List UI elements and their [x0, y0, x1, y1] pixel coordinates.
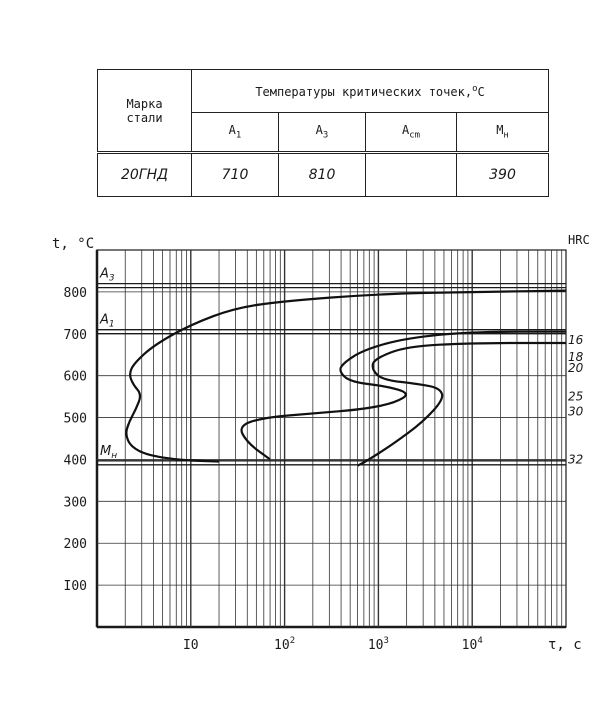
critical-label-a3: $A_3$	[100, 266, 115, 284]
y-tick-label: 200	[63, 537, 87, 553]
x-tick-exponent: 4	[477, 636, 483, 646]
critical-label-a1: $A_1$	[100, 312, 115, 330]
y-tick-label: 800	[63, 285, 87, 301]
critical-label-sub: 3	[108, 273, 115, 284]
y-tick-label: 600	[63, 369, 87, 385]
critical-label-sub: н	[111, 450, 118, 461]
x-tick-exponent: 2	[289, 636, 296, 646]
hrc-value: 20	[568, 361, 584, 376]
col-mn-sub: н	[503, 130, 509, 141]
steel-grade-value: 20ГНД	[98, 153, 192, 197]
col-mn-base: M	[496, 123, 504, 138]
plot-frame	[97, 250, 566, 627]
y-tick-label: 300	[63, 495, 87, 511]
col-a1-base: A	[228, 123, 236, 138]
col-a3-sub: 3	[322, 130, 329, 141]
hrc-value: 18	[568, 349, 584, 364]
steel-grade-header: Марка стали	[98, 70, 192, 153]
hrc-value: 16	[568, 333, 584, 348]
mn-value: 390	[457, 153, 549, 197]
y-tick-label: 700	[63, 327, 87, 343]
hrc-value: 32	[568, 452, 584, 467]
y-tick-label: 500	[63, 411, 87, 427]
a1-value: 710	[192, 153, 279, 197]
degree-mark: o	[472, 83, 478, 94]
hrc-value: 30	[568, 404, 584, 419]
a3-value: 810	[279, 153, 366, 197]
y-tick-label: 400	[63, 453, 87, 469]
col-a3-base: A	[315, 123, 323, 138]
x-tick-label: $10^4$	[461, 636, 483, 653]
hrc-axis-label: HRC	[568, 233, 590, 247]
x-tick-label: $10^3$	[367, 636, 389, 653]
x-tick-label: I0	[182, 638, 199, 653]
critical-label-sub: 1	[108, 319, 115, 330]
critical-label-mн: $M_н$	[100, 443, 118, 461]
col-a1-sub: 1	[235, 130, 242, 141]
col-acm-base: A	[401, 123, 410, 138]
col-acm-sub: cm	[409, 130, 421, 141]
hrc-value: 25	[568, 389, 584, 404]
x-tick-label: $10^2$	[274, 636, 296, 653]
celsius-unit: C	[477, 84, 485, 99]
x-tick-exponent: 3	[383, 636, 389, 646]
critical-temps-text: Температуры критических точек,	[255, 84, 473, 99]
y-tick-label: I00	[63, 579, 87, 595]
y-axis-label: t, °C	[52, 236, 95, 252]
x-axis-label: τ, c	[548, 637, 582, 653]
